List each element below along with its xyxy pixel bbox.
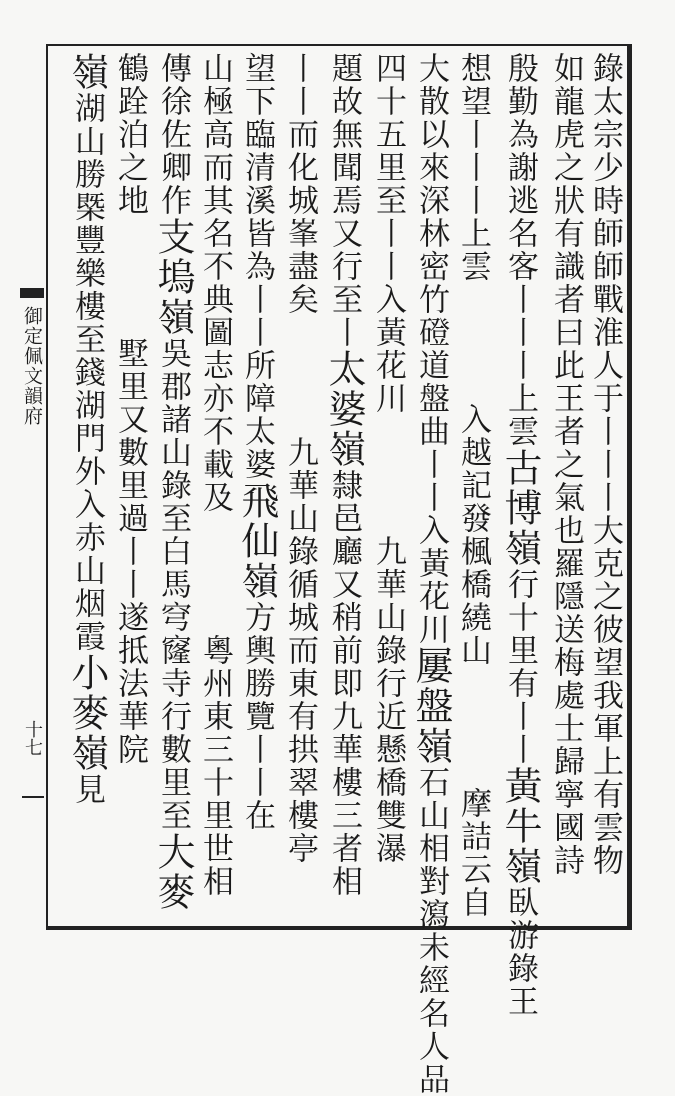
col13-end: 見 xyxy=(69,773,105,806)
col4-mid: 入越記發楓橋繞山 xyxy=(455,403,491,667)
col7-end: 隸邑廳又稍前即九華樓三者相 xyxy=(326,469,362,898)
col10-end: 粵州東三十里世相 xyxy=(197,634,233,898)
col13-text: 湖山勝槩豐樂樓至錢湖門外入赤山烟霞 xyxy=(69,92,105,653)
heading-zhiwu-ling: 支塢嶺 xyxy=(151,217,195,337)
col7-text: 題故無聞焉又行至丨 xyxy=(326,52,362,349)
col5-end: 石山相對瀉未經名人品 xyxy=(413,766,449,1096)
col12-heading xyxy=(108,217,152,337)
heading-damai: 大麥 xyxy=(151,832,195,912)
heading-feixian-ling: 飛仙嶺 xyxy=(235,481,279,601)
col3-end: 臥游錄王 xyxy=(502,886,538,1018)
text-column-13 xyxy=(60,52,114,920)
heading-huangniu-ling: 黃牛嶺 xyxy=(498,766,542,886)
margin-rule xyxy=(22,796,44,798)
col11-end: 吳郡諸山錄至白馬穹窿寺行數里至 xyxy=(155,337,191,832)
col11-text: 傳徐佐卿作 xyxy=(155,52,191,217)
margin-book-title: 御定佩文韻府 xyxy=(21,306,43,426)
col12-end: 墅里又數里過丨丨遂抵法華院 xyxy=(112,337,148,766)
col9-end: 方輿勝覽丨丨在 xyxy=(239,601,275,832)
heading-ling: 嶺 xyxy=(65,52,109,92)
col9-text: 望下臨清溪皆為丨丨所障太婆 xyxy=(239,52,275,481)
heading-xiaomai-ling: 小麥嶺 xyxy=(65,653,109,773)
margin-page-number: 十七 xyxy=(22,720,43,756)
col6-end: 九華山錄行近懸橋雙瀑 xyxy=(370,535,406,865)
col6-text: 四十五里至丨丨入黃花川 xyxy=(370,52,406,415)
col3-tail: 行十里有丨丨 xyxy=(502,568,538,766)
col8-heading xyxy=(278,316,322,436)
col6-heading xyxy=(366,415,410,535)
col8-end: 九華山錄循城而東有拱翠樓亭 xyxy=(282,436,318,865)
col3-text: 殷勤為謝逃名客丨丨丨上雲 xyxy=(502,52,538,448)
text-column-1: 錄太宗少時師師戰淮人于丨丨丨大克之彼望我軍上有雲物 xyxy=(587,52,623,877)
col12-text: 鶴跧泊之地 xyxy=(112,52,148,217)
heading-taipo-ling: 太婆嶺 xyxy=(322,349,366,469)
col5-text: 大散以來深林密竹磴道盤曲 xyxy=(413,52,449,448)
col10-text: 山極高而其名不典圖志亦不載及 xyxy=(197,52,233,514)
heading-lupan-ling: 屢盤嶺 xyxy=(409,646,453,766)
col4-text: 想望丨丨丨上雲 xyxy=(455,52,491,283)
col5-mid: 丨丨入黃花川 xyxy=(413,448,449,646)
margin-fishtail xyxy=(20,288,44,298)
text-column-2: 如龍虎之狀有識者曰此王者之氣也羅隱送梅處士歸寧國詩 xyxy=(548,52,584,877)
col8-text: 丨丨而化城峯盡矣 xyxy=(282,52,318,316)
col4-end: 摩詰云自 xyxy=(455,787,491,919)
heading-gubo-ling: 古博嶺 xyxy=(498,448,542,568)
text-column-3 xyxy=(493,52,547,1018)
